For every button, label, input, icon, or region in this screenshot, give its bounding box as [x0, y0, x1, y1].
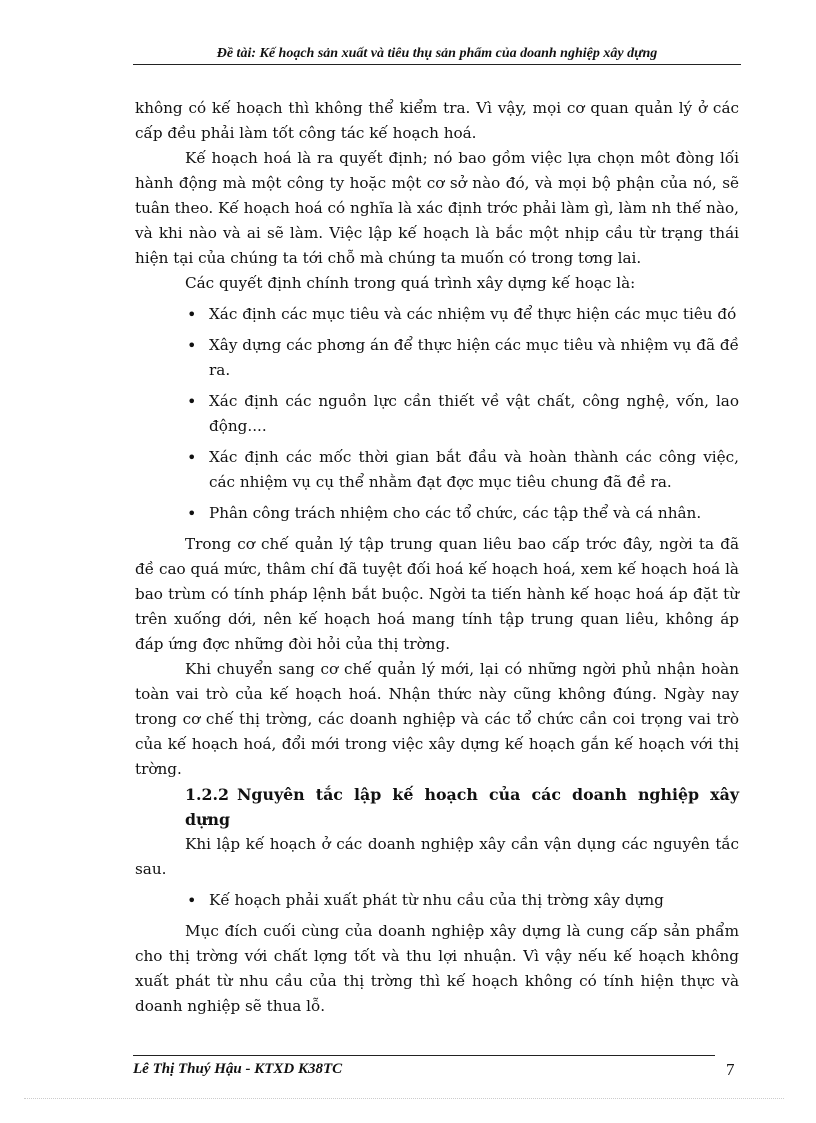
list-item	[135, 302, 739, 327]
bullet-icon: •	[187, 336, 197, 355]
bullet-list	[135, 888, 739, 913]
list-item-text: Kế hoạch phải xuất phát từ nhu cầu của thị trờng xây dựng	[209, 891, 664, 909]
page-number: 7	[726, 1060, 735, 1079]
section-heading	[135, 782, 739, 832]
paragraph: không có kế hoạch thì không thể kiểm tra. Vì vậy, mọi cơ quan quản lý ở các cấp đều phải làm tốt công tác kế hoạch hoá.	[135, 99, 739, 142]
bullet-icon: •	[187, 305, 197, 324]
section-number: 1.2.2	[185, 785, 229, 804]
bullet-icon: •	[187, 392, 197, 411]
paragraph: Khi chuyển sang cơ chế quản lý mới, lại có những ngời phủ nhận hoàn toàn vai trò của kế hoạch hoá. Nhận thức này cũng không đúng. Ngày nay trong cơ chế thị trờng, các doanh nghiệp và các tổ chức cần coi trọng vai trò của kế hoạch hoá, đổi mới trong việc xây dựng kế hoạch gắn kế hoạch với thị trờng.	[135, 660, 739, 778]
paragraph: Mục đích cuối cùng của doanh nghiệp xây dựng là cung cấp sản phẩm cho thị trờng với chất lợng tốt và thu lợi nhuận. Vì vậy nếu kế hoạch không xuất phát từ nhu cầu của thị trờng thì kế hoạch không có tính hiện thực và doanh nghiệp sẽ thua lỗ.	[135, 922, 739, 1015]
bullet-icon: •	[187, 504, 197, 523]
document-body	[135, 96, 739, 1019]
bullet-list	[135, 302, 739, 526]
list-item	[135, 501, 739, 526]
list-item-text: Xác định các nguồn lực cần thiết về vật chất, công nghệ, vốn, lao động....	[209, 392, 739, 435]
page-edge	[24, 1098, 784, 1099]
list-item	[135, 389, 739, 439]
paragraph: Trong cơ chế quản lý tập trung quan liêu bao cấp trớc đây, ngời ta đã đề cao quá mức, thâm chí đã tuyệt đối hoá kế hoạch hoá, xem kế hoạch hoá là bao trùm có tính pháp lệnh bắt buộc. Ngời ta tiến hành kế hoạc hoá áp đặt từ trên xuống dới, nên kế hoạch hoá mang tính tập trung quan liêu, không áp đáp ứng đợc những đòi hỏi của thị trờng.	[135, 535, 739, 653]
footer-divider	[133, 1055, 715, 1056]
list-item	[135, 445, 739, 495]
paragraph: Khi lập kế hoạch ở các doanh nghiệp xây cần vận dụng các nguyên tắc sau.	[135, 835, 739, 878]
paragraph: Các quyết định chính trong quá trình xây dựng kế hoạc là:	[185, 274, 636, 292]
list-item-text: Xác định các mục tiêu và các nhiệm vụ để thực hiện các mục tiêu đó	[209, 305, 737, 323]
list-item-text: Phân công trách nhiệm cho các tổ chức, các tập thể và cá nhân.	[209, 504, 702, 522]
bullet-icon: •	[187, 891, 197, 910]
paragraph: Kế hoạch hoá là ra quyết định; nó bao gồm việc lựa chọn môt đòng lối hành động mà một công ty hoặc một cơ sở nào đó, và mọi bộ phận của nó, sẽ tuân theo. Kế hoạch hoá có nghĩa là xác định trớc phải làm gì, làm nh thế nào, và khi nào và ai sẽ làm. Việc lập kế hoạch là bắc một nhịp cầu từ trạng thái hiện tại của chúng ta tới chỗ mà chúng ta muốn có trong tơng lai.	[135, 149, 739, 267]
section-title: Nguyên tắc lập kế hoạch của các doanh nghiệp xây dựng	[185, 785, 739, 829]
page-header-title: Đề tài: Kế hoạch sản xuất và tiêu thụ sản phẩm của doanh nghiệp xây dựng	[216, 46, 658, 61]
footer-author: Lê Thị Thuý Hậu - KTXD K38TC	[133, 1061, 343, 1077]
list-item-text: Xây dựng các phơng án để thực hiện các mục tiêu và nhiệm vụ đã đề ra.	[209, 336, 739, 379]
list-item-text: Xác định các mốc thời gian bắt đầu và hoàn thành các công việc, các nhiệm vụ cụ thể nhằm đạt đợc mục tiêu chung đã đề ra.	[209, 448, 739, 491]
header-divider	[133, 64, 741, 65]
list-item	[135, 888, 739, 913]
bullet-icon: •	[187, 448, 197, 467]
list-item	[135, 333, 739, 383]
